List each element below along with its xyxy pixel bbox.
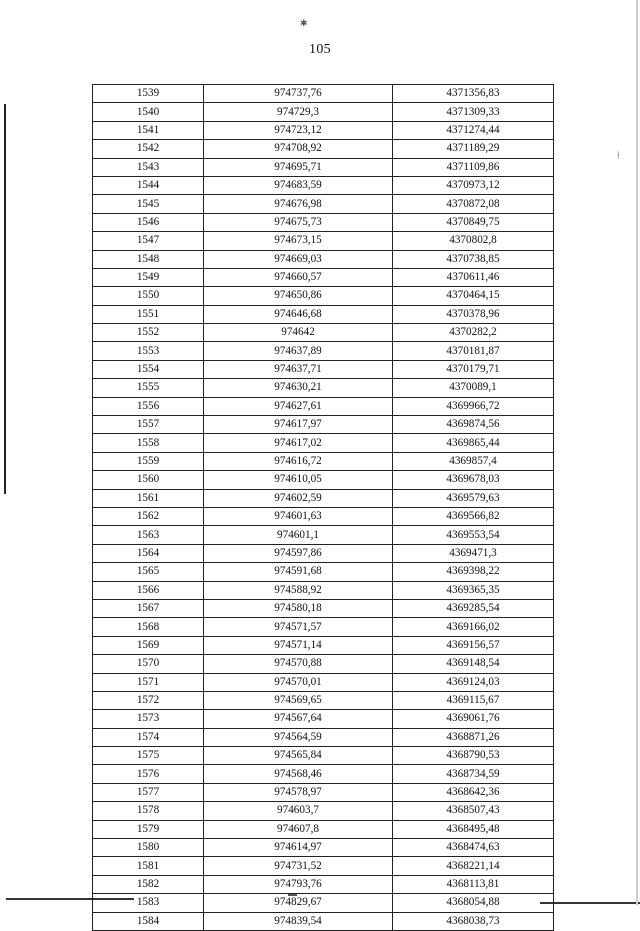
y-coordinate-cell: 4371109,86 [393, 158, 554, 176]
y-coordinate-cell: 4369166,02 [393, 618, 554, 636]
y-coordinate-cell: 4371189,29 [393, 140, 554, 158]
y-coordinate-cell: 4368734,59 [393, 765, 554, 783]
point-number-cell: 1559 [93, 452, 204, 470]
point-number-cell: 1584 [93, 912, 204, 930]
x-coordinate-cell: 974617,02 [204, 434, 393, 452]
table-row [93, 360, 554, 378]
y-coordinate-cell: 4371309,33 [393, 103, 554, 121]
point-number-cell: 1564 [93, 544, 204, 562]
point-number-cell: 1552 [93, 324, 204, 342]
point-number-cell: 1543 [93, 158, 204, 176]
point-number-cell: 1563 [93, 526, 204, 544]
point-number-cell: 1548 [93, 250, 204, 268]
y-coordinate-cell: 4368474,63 [393, 839, 554, 857]
point-number-cell: 1579 [93, 820, 204, 838]
table-row [93, 783, 554, 801]
y-coordinate-cell: 4368871,26 [393, 728, 554, 746]
table-row [93, 912, 554, 930]
x-coordinate-cell: 974731,52 [204, 857, 393, 875]
table-row [93, 471, 554, 489]
y-coordinate-cell: 4368038,73 [393, 912, 554, 930]
scan-edge-shadow [636, 0, 638, 905]
point-number-cell: 1554 [93, 360, 204, 378]
x-coordinate-cell: 974637,89 [204, 342, 393, 360]
table-row [93, 250, 554, 268]
point-number-cell: 1558 [93, 434, 204, 452]
point-number-cell: 1551 [93, 305, 204, 323]
x-coordinate-cell: 974571,57 [204, 618, 393, 636]
table-row [93, 324, 554, 342]
x-coordinate-cell: 974614,97 [204, 839, 393, 857]
y-coordinate-cell: 4370872,08 [393, 195, 554, 213]
x-coordinate-cell: 974793,76 [204, 875, 393, 893]
table-row [93, 268, 554, 286]
point-number-cell: 1575 [93, 747, 204, 765]
point-number-cell: 1574 [93, 728, 204, 746]
y-coordinate-cell: 4370464,15 [393, 287, 554, 305]
y-coordinate-cell: 4370179,71 [393, 360, 554, 378]
table-row [93, 673, 554, 691]
point-number-cell: 1568 [93, 618, 204, 636]
x-coordinate-cell: 974646,68 [204, 305, 393, 323]
table-row [93, 397, 554, 415]
point-number-cell: 1541 [93, 121, 204, 139]
point-number-cell: 1549 [93, 268, 204, 286]
y-coordinate-cell: 4370849,75 [393, 213, 554, 231]
y-coordinate-cell: 4370802,8 [393, 232, 554, 250]
table-row [93, 526, 554, 544]
y-coordinate-cell: 4368113,81 [393, 875, 554, 893]
point-number-cell: 1560 [93, 471, 204, 489]
point-number-cell: 1546 [93, 213, 204, 231]
table-row [93, 85, 554, 103]
x-coordinate-cell: 974637,71 [204, 360, 393, 378]
y-coordinate-cell: 4369285,54 [393, 599, 554, 617]
point-number-cell: 1545 [93, 195, 204, 213]
table-row [93, 544, 554, 562]
table-row [93, 563, 554, 581]
table-row [93, 691, 554, 709]
y-coordinate-cell: 4368054,88 [393, 894, 554, 912]
page-number: 105 [309, 42, 331, 57]
x-coordinate-cell: 974695,71 [204, 158, 393, 176]
x-coordinate-cell: 974617,97 [204, 416, 393, 434]
table-row [93, 195, 554, 213]
table-row [93, 857, 554, 875]
table-row [93, 213, 554, 231]
y-coordinate-cell: 4368221,14 [393, 857, 554, 875]
point-number-cell: 1567 [93, 599, 204, 617]
y-coordinate-cell: 4370181,87 [393, 342, 554, 360]
x-coordinate-cell: 974729,3 [204, 103, 393, 121]
x-coordinate-cell: 974737,76 [204, 85, 393, 103]
x-coordinate-cell: 974610,05 [204, 471, 393, 489]
y-coordinate-cell: 4369115,67 [393, 691, 554, 709]
point-number-cell: 1571 [93, 673, 204, 691]
y-coordinate-cell: 4369156,57 [393, 636, 554, 654]
table-row [93, 581, 554, 599]
x-coordinate-cell: 974650,86 [204, 287, 393, 305]
y-coordinate-cell: 4370282,2 [393, 324, 554, 342]
y-coordinate-cell: 4369553,54 [393, 526, 554, 544]
x-coordinate-cell: 974829,67 [204, 894, 393, 912]
table-row [93, 747, 554, 765]
y-coordinate-cell: 4371356,83 [393, 85, 554, 103]
table-row [93, 342, 554, 360]
table-row [93, 489, 554, 507]
x-coordinate-cell: 974569,65 [204, 691, 393, 709]
point-number-cell: 1547 [93, 232, 204, 250]
y-coordinate-cell: 4369471,3 [393, 544, 554, 562]
x-coordinate-cell: 974676,98 [204, 195, 393, 213]
x-coordinate-cell: 974597,86 [204, 544, 393, 562]
x-coordinate-cell: 974601,1 [204, 526, 393, 544]
y-coordinate-cell: 4369365,35 [393, 581, 554, 599]
point-number-cell: 1576 [93, 765, 204, 783]
x-coordinate-cell: 974630,21 [204, 379, 393, 397]
point-number-cell: 1539 [93, 85, 204, 103]
y-coordinate-cell: 4371274,44 [393, 121, 554, 139]
x-coordinate-cell: 974660,57 [204, 268, 393, 286]
x-coordinate-cell: 974588,92 [204, 581, 393, 599]
x-coordinate-cell: 974570,01 [204, 673, 393, 691]
x-coordinate-cell: 974627,61 [204, 397, 393, 415]
table-row [93, 894, 554, 912]
table-row [93, 875, 554, 893]
x-coordinate-cell: 974683,59 [204, 176, 393, 194]
point-number-cell: 1557 [93, 416, 204, 434]
x-coordinate-cell: 974564,59 [204, 728, 393, 746]
x-coordinate-cell: 974642 [204, 324, 393, 342]
x-coordinate-cell: 974601,63 [204, 507, 393, 525]
scan-edge-mark [4, 104, 6, 494]
y-coordinate-cell: 4369124,03 [393, 673, 554, 691]
table-row [93, 232, 554, 250]
y-coordinate-cell: 4368790,53 [393, 747, 554, 765]
y-coordinate-cell: 4369061,76 [393, 710, 554, 728]
y-coordinate-cell: 4369865,44 [393, 434, 554, 452]
point-number-cell: 1566 [93, 581, 204, 599]
x-coordinate-cell: 974607,8 [204, 820, 393, 838]
coordinates-table-container [92, 84, 553, 931]
coordinates-table-body [93, 85, 554, 931]
y-coordinate-cell: 4370378,96 [393, 305, 554, 323]
point-number-cell: 1569 [93, 636, 204, 654]
x-coordinate-cell: 974839,54 [204, 912, 393, 930]
x-coordinate-cell: 974723,12 [204, 121, 393, 139]
y-coordinate-cell: 4370973,12 [393, 176, 554, 194]
scan-speck: ⁞ [617, 150, 620, 160]
point-number-cell: 1542 [93, 140, 204, 158]
table-row [93, 176, 554, 194]
table-row [93, 507, 554, 525]
table-row [93, 121, 554, 139]
point-number-cell: 1581 [93, 857, 204, 875]
table-row [93, 618, 554, 636]
y-coordinate-cell: 4369148,54 [393, 655, 554, 673]
y-coordinate-cell: 4369398,22 [393, 563, 554, 581]
point-number-cell: 1544 [93, 176, 204, 194]
table-row [93, 820, 554, 838]
point-number-cell: 1540 [93, 103, 204, 121]
x-coordinate-cell: 974708,92 [204, 140, 393, 158]
table-row [93, 728, 554, 746]
point-number-cell: 1572 [93, 691, 204, 709]
table-row [93, 158, 554, 176]
table-row [93, 636, 554, 654]
point-number-cell: 1555 [93, 379, 204, 397]
x-coordinate-cell: 974603,7 [204, 802, 393, 820]
point-number-cell: 1562 [93, 507, 204, 525]
table-row [93, 710, 554, 728]
y-coordinate-cell: 4368642,36 [393, 783, 554, 801]
y-coordinate-cell: 4370611,46 [393, 268, 554, 286]
table-row [93, 416, 554, 434]
y-coordinate-cell: 4368507,43 [393, 802, 554, 820]
y-coordinate-cell: 4369857,4 [393, 452, 554, 470]
point-number-cell: 1570 [93, 655, 204, 673]
point-number-cell: 1577 [93, 783, 204, 801]
y-coordinate-cell: 4368495,48 [393, 820, 554, 838]
y-coordinate-cell: 4370089,1 [393, 379, 554, 397]
point-number-cell: 1583 [93, 894, 204, 912]
y-coordinate-cell: 4370738,85 [393, 250, 554, 268]
point-number-cell: 1582 [93, 875, 204, 893]
point-number-cell: 1550 [93, 287, 204, 305]
x-coordinate-cell: 974578,97 [204, 783, 393, 801]
y-coordinate-cell: 4369966,72 [393, 397, 554, 415]
point-number-cell: 1578 [93, 802, 204, 820]
x-coordinate-cell: 974567,64 [204, 710, 393, 728]
y-coordinate-cell: 4369874,56 [393, 416, 554, 434]
table-row [93, 765, 554, 783]
y-coordinate-cell: 4369678,03 [393, 471, 554, 489]
coordinates-table [92, 84, 554, 931]
x-coordinate-cell: 974565,84 [204, 747, 393, 765]
scan-speck: ✱ [300, 18, 308, 28]
point-number-cell: 1573 [93, 710, 204, 728]
scan-speck: ▬ [288, 888, 297, 898]
table-row [93, 305, 554, 323]
scan-bottom-line [540, 902, 640, 904]
x-coordinate-cell: 974673,15 [204, 232, 393, 250]
y-coordinate-cell: 4369566,82 [393, 507, 554, 525]
x-coordinate-cell: 974591,68 [204, 563, 393, 581]
table-row [93, 839, 554, 857]
y-coordinate-cell: 4369579,63 [393, 489, 554, 507]
x-coordinate-cell: 974602,59 [204, 489, 393, 507]
x-coordinate-cell: 974616,72 [204, 452, 393, 470]
x-coordinate-cell: 974568,46 [204, 765, 393, 783]
table-row [93, 379, 554, 397]
point-number-cell: 1556 [93, 397, 204, 415]
table-row [93, 434, 554, 452]
table-row [93, 599, 554, 617]
table-row [93, 655, 554, 673]
x-coordinate-cell: 974570,88 [204, 655, 393, 673]
x-coordinate-cell: 974580,18 [204, 599, 393, 617]
table-row [93, 103, 554, 121]
x-coordinate-cell: 974675,73 [204, 213, 393, 231]
point-number-cell: 1565 [93, 563, 204, 581]
point-number-cell: 1580 [93, 839, 204, 857]
point-number-cell: 1553 [93, 342, 204, 360]
x-coordinate-cell: 974669,03 [204, 250, 393, 268]
x-coordinate-cell: 974571,14 [204, 636, 393, 654]
table-row [93, 802, 554, 820]
table-row [93, 287, 554, 305]
point-number-cell: 1561 [93, 489, 204, 507]
table-row [93, 452, 554, 470]
table-row [93, 140, 554, 158]
